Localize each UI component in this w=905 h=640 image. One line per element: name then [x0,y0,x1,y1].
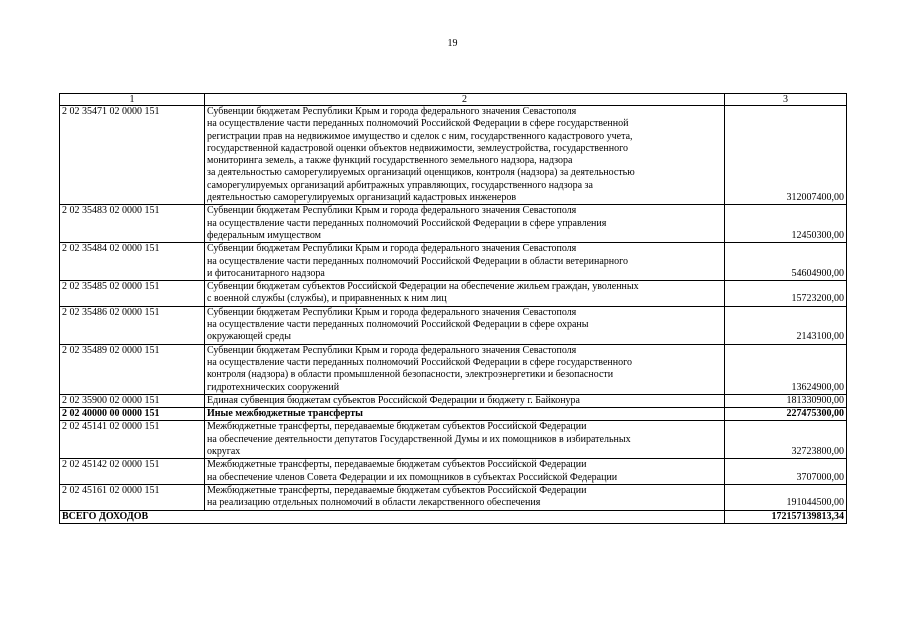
row-code: 2 02 45141 02 0000 151 [60,421,205,459]
description-line: Межбюджетные трансферты, передаваемые бюджетам субъектов Российской Федерации [207,421,587,433]
description-line: саморегулируемых организаций арбитражных управляющих, государственного надзора за [207,179,593,191]
row-code: 2 02 35489 02 0000 151 [60,344,205,394]
description-line: округах [207,446,241,458]
revenue-table [59,93,847,524]
description-line: и фитосанитарного надзора [207,267,325,279]
total-amount: 172157139813,34 [725,510,847,523]
row-description [205,344,725,394]
row-description [205,243,725,281]
row-description [205,106,725,205]
table-row [60,344,847,394]
row-description [205,205,725,243]
description-line: гидротехнических сооружений [207,381,340,393]
description-line: на осуществление части переданных полномочий Российской Федерации в сфере государственного [207,356,632,368]
table-row [60,281,847,307]
row-description [205,394,725,407]
row-code: 2 02 35900 02 0000 151 [60,394,205,407]
table-row [60,106,847,205]
row-description [205,421,725,459]
table-row [60,408,847,421]
description-line: регистрации прав на недвижимое имущество и сделок с ним, государственного кадастрового учета, [207,130,633,142]
page-number: 19 [447,38,458,49]
description-line: за деятельностью саморегулируемых организаций оценщиков, контроля (надзора) за деятельностью [207,167,635,179]
description-line: Субвенции бюджетам Республики Крым и города федерального значения Севастополя [207,243,577,255]
total-spacer [205,510,725,523]
description-line: мониторинга земель, а также функций государственного земельного надзора, надзора [207,155,573,167]
table-row [60,394,847,407]
description-line: на обеспечение членов Совета Федерации и их помощников в субъектах Российской Федерации [207,471,618,483]
description-line: Субвенции бюджетам Республики Крым и города федерального значения Севастополя [207,344,577,356]
row-description [205,306,725,344]
row-amount: 2143100,00 [725,306,847,344]
row-code: 2 02 45161 02 0000 151 [60,484,205,510]
description-line: с военной службы (службы), и приравненных к ним лиц [207,293,447,305]
header-col-2: 2 [205,94,725,106]
row-amount: 181330900,00 [725,394,847,407]
row-amount: 32723800,00 [725,421,847,459]
table-row [60,459,847,485]
row-description [205,484,725,510]
description-line: на осуществление части переданных полномочий Российской Федерации в области ветеринарного [207,255,628,267]
table-row [60,484,847,510]
table-row [60,205,847,243]
row-code: 2 02 35485 02 0000 151 [60,281,205,307]
description-line: на реализацию отдельных полномочий в области лекарственного обеспечения [207,497,541,509]
row-code: 2 02 35484 02 0000 151 [60,243,205,281]
description-line: контроля (надзора) в области промышленной безопасности, электроэнергетики и безопасности [207,369,614,381]
row-amount: 3707000,00 [725,459,847,485]
row-code: 2 02 40000 00 0000 151 [60,408,205,421]
description-line: Межбюджетные трансферты, передаваемые бюджетам субъектов Российской Федерации [207,459,587,471]
description-line: Субвенции бюджетам Республики Крым и города федерального значения Севастополя [207,106,577,117]
description-line: на осуществление части переданных полномочий Российской Федерации в сфере государственной [207,118,629,130]
row-amount: 191044500,00 [725,484,847,510]
row-code: 2 02 35483 02 0000 151 [60,205,205,243]
table-row [60,306,847,344]
row-amount: 15723200,00 [725,281,847,307]
header-col-3: 3 [725,94,847,106]
row-description [205,408,725,421]
row-code: 2 02 35486 02 0000 151 [60,306,205,344]
row-amount: 54604900,00 [725,243,847,281]
description-line: Субвенции бюджетам субъектов Российской Федерации на обеспечение жильем граждан, уволенных [207,281,639,293]
row-amount: 13624900,00 [725,344,847,394]
description-line: Единая субвенция бюджетам субъектов Российской Федерации и бюджету г. Байконура [207,394,580,406]
table-header-row [60,94,847,106]
total-label: ВСЕГО ДОХОДОВ [60,510,205,523]
description-line: Субвенции бюджетам Республики Крым и города федерального значения Севастополя [207,205,577,217]
description-line: на осуществление части переданных полномочий Российской Федерации в сфере управления [207,217,607,229]
description-line: деятельностью саморегулируемых организаций кадастровых инженеров [207,192,517,204]
description-line: на осуществление части переданных полномочий Российской Федерации в сфере охраны [207,319,589,331]
description-line: государственной кадастровой оценки объектов недвижимости, землеустройства, государственного [207,142,628,154]
header-col-1: 1 [60,94,205,106]
description-line: федеральным имуществом [207,229,321,241]
row-description [205,459,725,485]
revenue-table-body [60,94,847,524]
row-amount: 12450300,00 [725,205,847,243]
description-line: окружающей среды [207,331,291,343]
row-code: 2 02 45142 02 0000 151 [60,459,205,485]
row-description [205,281,725,307]
description-line: Межбюджетные трансферты, передаваемые бюджетам субъектов Российской Федерации [207,484,587,496]
description-line: Субвенции бюджетам Республики Крым и города федерального значения Севастополя [207,306,577,318]
table-row [60,243,847,281]
row-code: 2 02 35471 02 0000 151 [60,106,205,205]
total-row [60,510,847,523]
row-amount: 312007400,00 [725,106,847,205]
row-amount: 227475300,00 [725,408,847,421]
table-row [60,421,847,459]
description-line: Иные межбюджетные трансферты [207,408,363,420]
description-line: на обеспечение деятельности депутатов Государственной Думы и их помощников в избирательных [207,433,631,445]
